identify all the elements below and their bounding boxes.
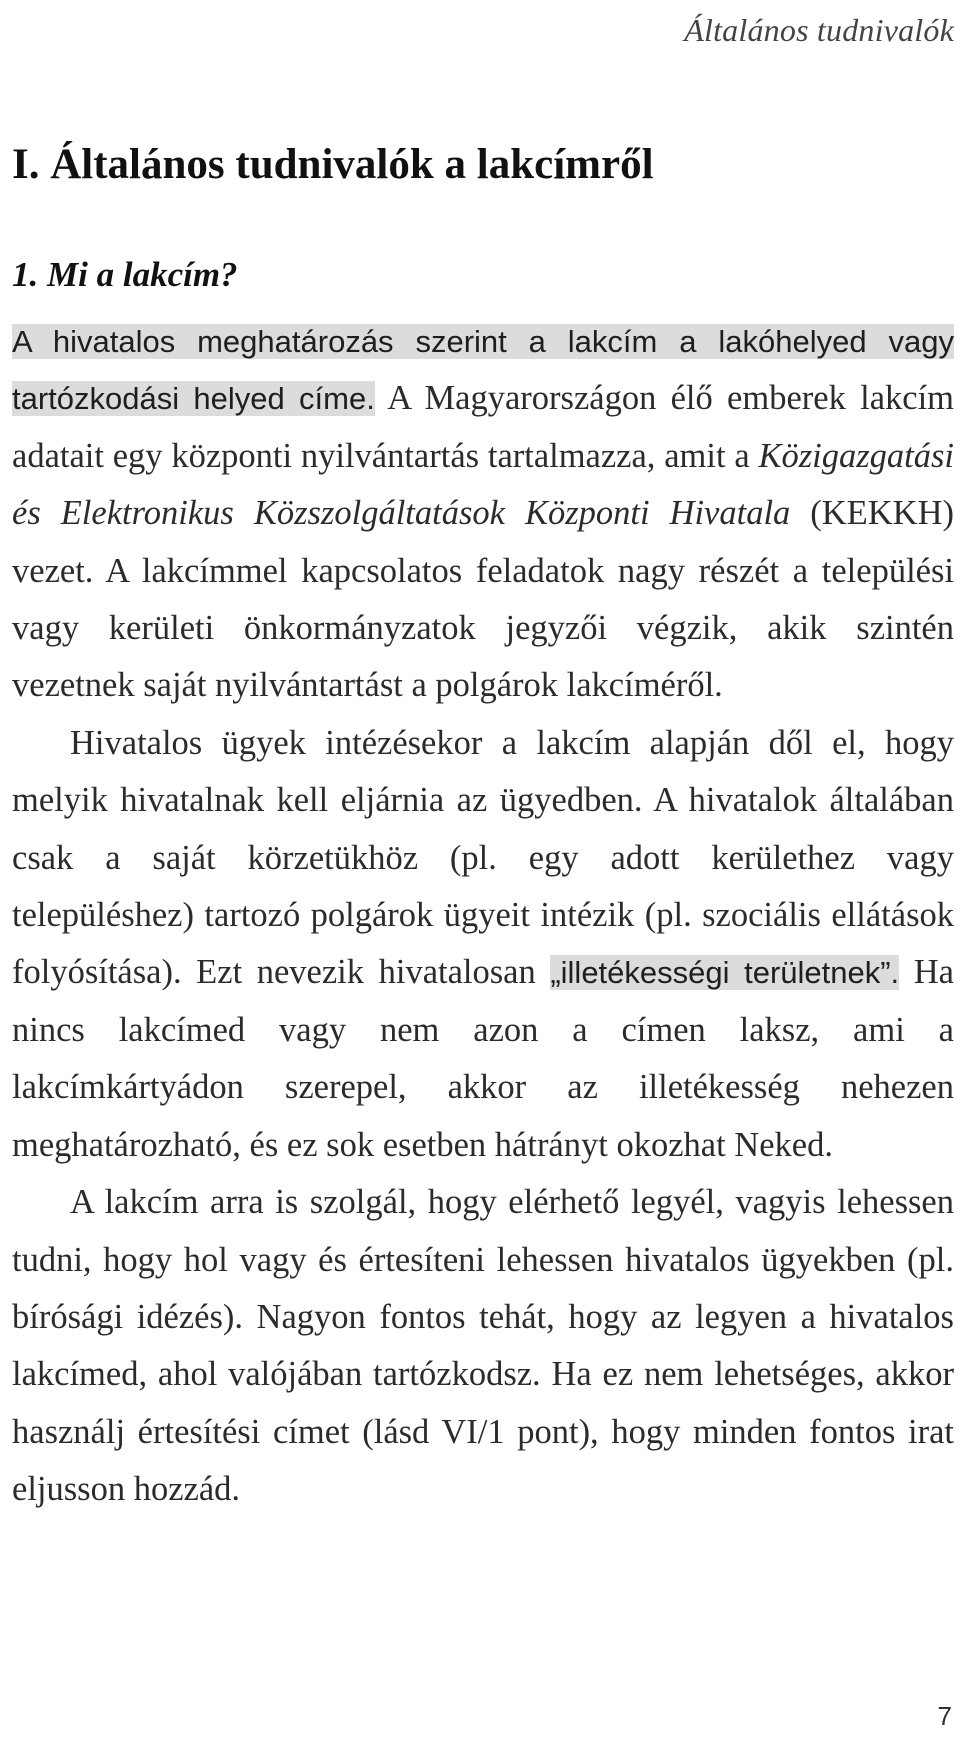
body-text: [12, 313, 954, 1519]
highlighted-definition: A hivatalos meghatározás szerint a lakcím a lakóhelyed vagy tartózkodási helyed címe.: [12, 324, 954, 417]
paragraph-text: Ha nincs lakcímed vagy nem azon a címen laksz, ami a lakcímkártyádon szerepel, akkor az illetékesség nehezen meghatározható, és ez sok esetben hátrányt okozhat Neked.: [12, 953, 954, 1164]
institution-name: Közigazgatási és Elektronikus Közszolgáltatások Központi Hivatala: [12, 436, 954, 533]
section-title: 1. Mi a lakcím?: [12, 255, 238, 294]
page-number: 7: [937, 1701, 952, 1731]
paragraph-notification: [12, 1174, 954, 1518]
chapter-title: I. Általános tudnivalók a lakcímről: [12, 141, 654, 188]
paragraph-definition: [12, 313, 954, 715]
paragraph-text: (KEKKH) vezet. A lakcímmel kapcsolatos feladatok nagy részét a települési vagy kerületi önkormányzatok jegyzői végzik, akik szintén vezetnek saját nyilvántartást a polgárok lakcíméről.: [12, 494, 954, 705]
paragraph-text: A lakcím arra is szolgál, hogy elérhető legyél, vagyis lehessen tudni, hogy hol vagy és értesíteni lehessen hivatalos ügyekben (pl. bírósági idézés). Nagyon fontos tehát, hogy az legyen a hivatalos lakcímed, ahol valójában tartózkodsz. Ha ez nem lehetséges, akkor használj értesítési címet (lásd VI/1 pont), hogy minden fontos irat eljusson hozzád.: [12, 1183, 954, 1509]
highlighted-term: „illetékességi területnek”.: [550, 955, 900, 991]
paragraph-text: Hivatalos ügyek intézésekor a lakcím alapján dől el, hogy melyik hivatalnak kell eljárnia az ügyedben. A hivatalok általában csak a saját körzetükhöz (pl. egy adott kerülethez vagy településhez) tartozó polgárok ügyeit intézik (pl. szociális ellátások folyósítása). Ezt nevezik hivatalosan: [12, 723, 954, 992]
paragraph-text: A Magyarországon élő emberek lakcím adatait egy központi nyilvántartás tartalmazza, amit a: [12, 379, 954, 475]
paragraph-jurisdiction: [12, 715, 954, 1174]
running-head: Általános tudnivalók: [684, 12, 954, 48]
